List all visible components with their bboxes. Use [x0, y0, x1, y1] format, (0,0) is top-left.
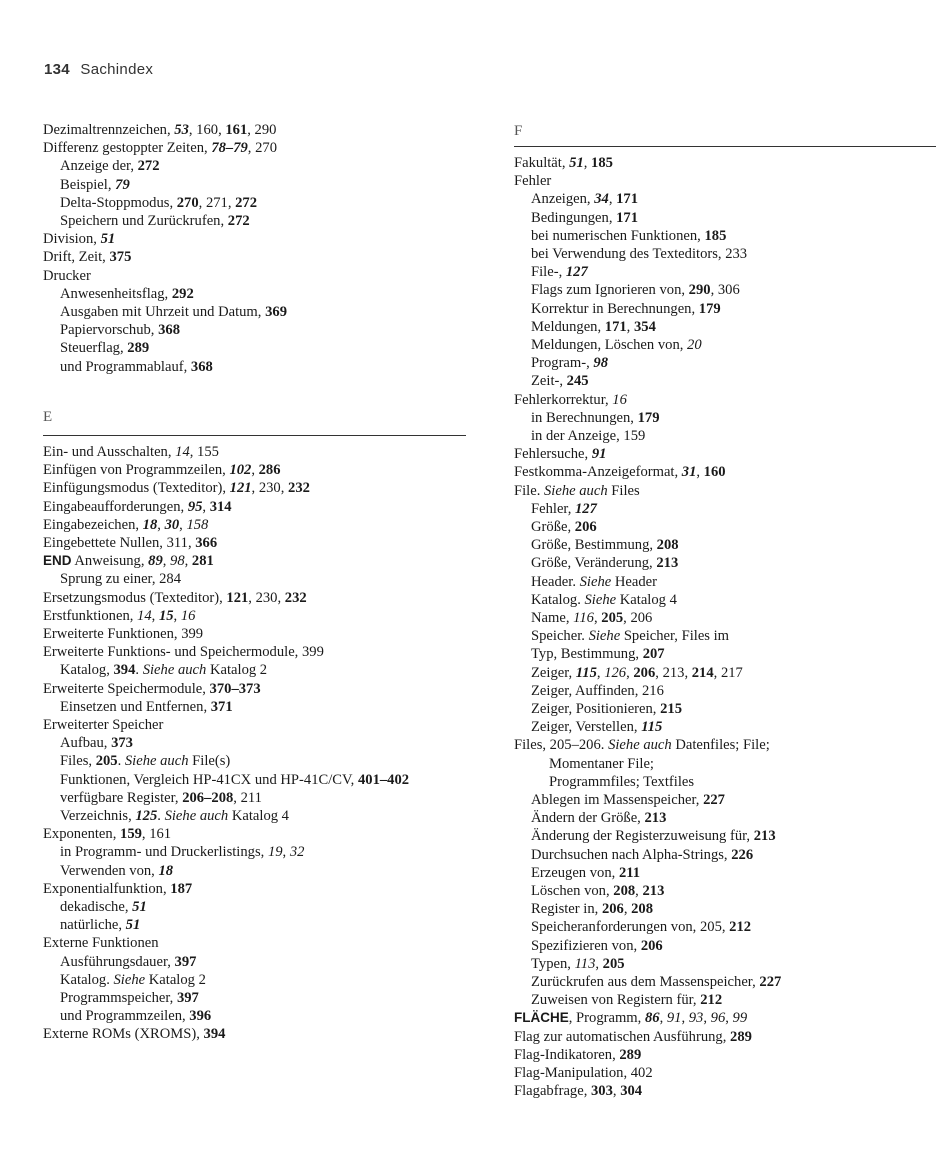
page-number: 134: [44, 61, 70, 78]
index-entry: Eingebettete Nullen, 311, 366: [43, 535, 218, 551]
index-entry: Erstfunktionen, 14, 15, 16: [43, 607, 196, 624]
index-entry: Festkomma-Anzeigeformat, 31, 160: [514, 464, 726, 481]
index-entry: Zeiger, 115, 126, 206, 213, 214, 217: [531, 664, 743, 681]
index-entry: in Programm- und Druckerlistings, 19, 32: [60, 844, 305, 861]
page-header: [44, 61, 153, 78]
index-entry: Programmspeicher, 397: [60, 990, 199, 1006]
index-entry: File-, 127: [531, 264, 588, 281]
index-entry: Eingabeaufforderungen, 95, 314: [43, 498, 232, 515]
index-entry: Erweiterte Funktionen, 399: [43, 626, 204, 642]
index-entry: in Berechnungen, 179: [531, 409, 660, 426]
index-entry: Exponentialfunktion, 187: [43, 880, 193, 897]
page-header-title: Sachindex: [80, 61, 154, 78]
index-entry: Fakultät, 51, 185: [514, 155, 613, 171]
index-entry: Speicher. Siehe Speicher, Files im: [531, 628, 730, 645]
index-entry: Eingabezeichen, 18, 30, 158: [43, 516, 209, 533]
index-entry: Ablegen im Massenspeicher, 227: [531, 792, 725, 808]
index-entry: Fehlersuche, 91: [514, 446, 607, 463]
index-entry: und Programmzeilen, 396: [60, 1008, 212, 1025]
index-entry: Beispiel, 79: [60, 176, 130, 193]
index-entry: Momentaner File;: [549, 755, 654, 772]
index-entry: Programmfiles; Textfiles: [549, 773, 695, 790]
index-entry: Exponenten, 159, 161: [43, 826, 172, 843]
index-entry: und Programmablauf, 368: [60, 358, 213, 375]
index-entry: Katalog, 394. Siehe auch Katalog 2: [60, 662, 268, 679]
index-entry: natürliche, 51: [60, 917, 141, 934]
index-entry: Flag-Manipulation, 402: [514, 1065, 653, 1081]
index-entry: Fehler: [514, 173, 552, 190]
index-entry: Ein- und Ausschalten, 14, 155: [43, 444, 219, 460]
index-entry: Typ, Bestimmung, 207: [531, 646, 665, 663]
index-entry: Funktionen, Vergleich HP-41CX und HP-41C/CV, 401–402: [60, 771, 410, 788]
index-entry: Anzeige der, 272: [60, 158, 160, 175]
section-divider-e: [43, 435, 466, 436]
index-entry: File. Siehe auch Files: [514, 482, 640, 499]
index-entry: Bedingungen, 171: [531, 209, 639, 226]
index-entry: Einfügungsmodus (Texteditor), 121, 230, 232: [43, 480, 310, 497]
index-entry: Erweiterter Speicher: [43, 717, 164, 733]
index-entry: Erzeugen von, 211: [531, 864, 641, 881]
index-entry: Zuweisen von Registern für, 212: [531, 992, 723, 1009]
index-entry: Differenz gestoppter Zeiten, 78–79, 270: [43, 140, 277, 157]
index-entry: bei numerischen Funktionen, 185: [531, 227, 727, 244]
index-entry: Änderung der Registerzuweisung für, 213: [531, 828, 776, 845]
index-entry: Ändern der Größe, 213: [531, 810, 667, 827]
index-entry: Zeiger, Positionieren, 215: [531, 701, 682, 717]
index-entry: Sprung zu einer, 284: [60, 571, 182, 588]
section-letter-e: E: [43, 409, 53, 425]
index-entry: Verwenden von, 18: [60, 862, 174, 879]
index-entry: Anwesenheitsflag, 292: [60, 285, 194, 302]
index-entry: Katalog. Siehe Katalog 4: [531, 591, 677, 608]
index-entry: Externe ROMs (XROMS), 394: [43, 1026, 226, 1043]
index-entry: Dezimaltrennzeichen, 53, 160, 161, 290: [43, 122, 277, 138]
index-entry: dekadische, 51: [60, 899, 147, 915]
index-entry: Zeiger, Verstellen, 115: [531, 719, 663, 736]
index-entry: bei Verwendung des Texteditors, 233: [531, 246, 748, 262]
index-entry: Program-, 98: [531, 355, 609, 372]
index-entry: Einfügen von Programmzeilen, 102, 286: [43, 462, 281, 479]
index-entry: Korrektur in Berechnungen, 179: [531, 300, 721, 317]
index-entry: Größe, Veränderung, 213: [531, 555, 679, 572]
index-entry: Drucker: [43, 267, 91, 284]
index-entry: END Anweisung, 89, 98, 281: [43, 553, 214, 570]
index-entry: Steuerflag, 289: [60, 340, 150, 357]
index-entry: Fehlerkorrektur, 16: [514, 391, 627, 408]
index-entry: verfügbare Register, 206–208, 211: [60, 789, 262, 806]
index-entry: Speicheranforderungen von, 205, 212: [531, 919, 752, 936]
index-entry: Delta-Stoppmodus, 270, 271, 272: [60, 194, 258, 211]
index-entry: Meldungen, Löschen von, 20: [531, 337, 702, 353]
section-letter-f: F: [514, 123, 523, 139]
index-entry: Einsetzen und Entfernen, 371: [60, 698, 233, 715]
index-entry: Zeiger, Auffinden, 216: [531, 682, 664, 699]
index-entry: Meldungen, 171, 354: [531, 318, 656, 335]
index-entry: Fehler, 127: [531, 500, 597, 517]
index-entry: Ersetzungsmodus (Texteditor), 121, 230, 232: [43, 589, 307, 606]
index-entry: Drift, Zeit, 375: [43, 249, 132, 266]
index-entry: Ausgaben mit Uhrzeit und Datum, 369: [60, 304, 287, 320]
index-entry: Größe, 206: [531, 519, 597, 535]
index-entry: Verzeichnis, 125. Siehe auch Katalog 4: [60, 808, 289, 824]
index-entry: Erweiterte Funktions- und Speichermodule, 399: [43, 644, 324, 661]
index-entry: Flag-Indikatoren, 289: [514, 1046, 642, 1063]
index-entry: Zeit-, 245: [531, 373, 589, 390]
index-entry: FLÄCHE, Programm, 86, 91, 93, 96, 99: [514, 1010, 748, 1027]
index-entry: Speichern und Zurückrufen, 272: [60, 213, 250, 229]
index-entry: Name, 116, 205, 206: [531, 610, 653, 626]
index-entry: Anzeigen, 34, 171: [531, 191, 638, 208]
index-entry: Division, 51: [43, 231, 116, 248]
index-entry: Papiervorschub, 368: [60, 322, 180, 339]
index-entry: Katalog. Siehe Katalog 2: [60, 971, 206, 988]
index-entry: Löschen von, 208, 213: [531, 883, 665, 899]
index-entry: Files, 205–206. Siehe auch Datenfiles; File;: [514, 737, 770, 754]
index-entry: Spezifizieren von, 206: [531, 937, 663, 954]
index-entry: Durchsuchen nach Alpha-Strings, 226: [531, 846, 754, 863]
index-entry: Größe, Bestimmung, 208: [531, 537, 679, 554]
index-entry: Flag zur automatischen Ausführung, 289: [514, 1028, 752, 1045]
index-entry: in der Anzeige, 159: [531, 428, 646, 444]
index-entry: Aufbau, 373: [60, 735, 133, 752]
index-entry: Header. Siehe Header: [531, 573, 658, 590]
index-entry: Files, 205. Siehe auch File(s): [60, 753, 231, 770]
index-entry: Erweiterte Speichermodule, 370–373: [43, 680, 261, 697]
index-entry: Flagabfrage, 303, 304: [514, 1083, 643, 1100]
index-entry: Flags zum Ignorieren von, 290, 306: [531, 282, 740, 299]
section-divider-f: [514, 146, 936, 147]
index-entry: Zurückrufen aus dem Massenspeicher, 227: [531, 974, 782, 990]
index-entry: Register in, 206, 208: [531, 901, 654, 918]
index-entry: Externe Funktionen: [43, 935, 159, 952]
index-entry: Typen, 113, 205: [531, 955, 625, 972]
index-entry: Ausführungsdauer, 397: [60, 953, 197, 970]
